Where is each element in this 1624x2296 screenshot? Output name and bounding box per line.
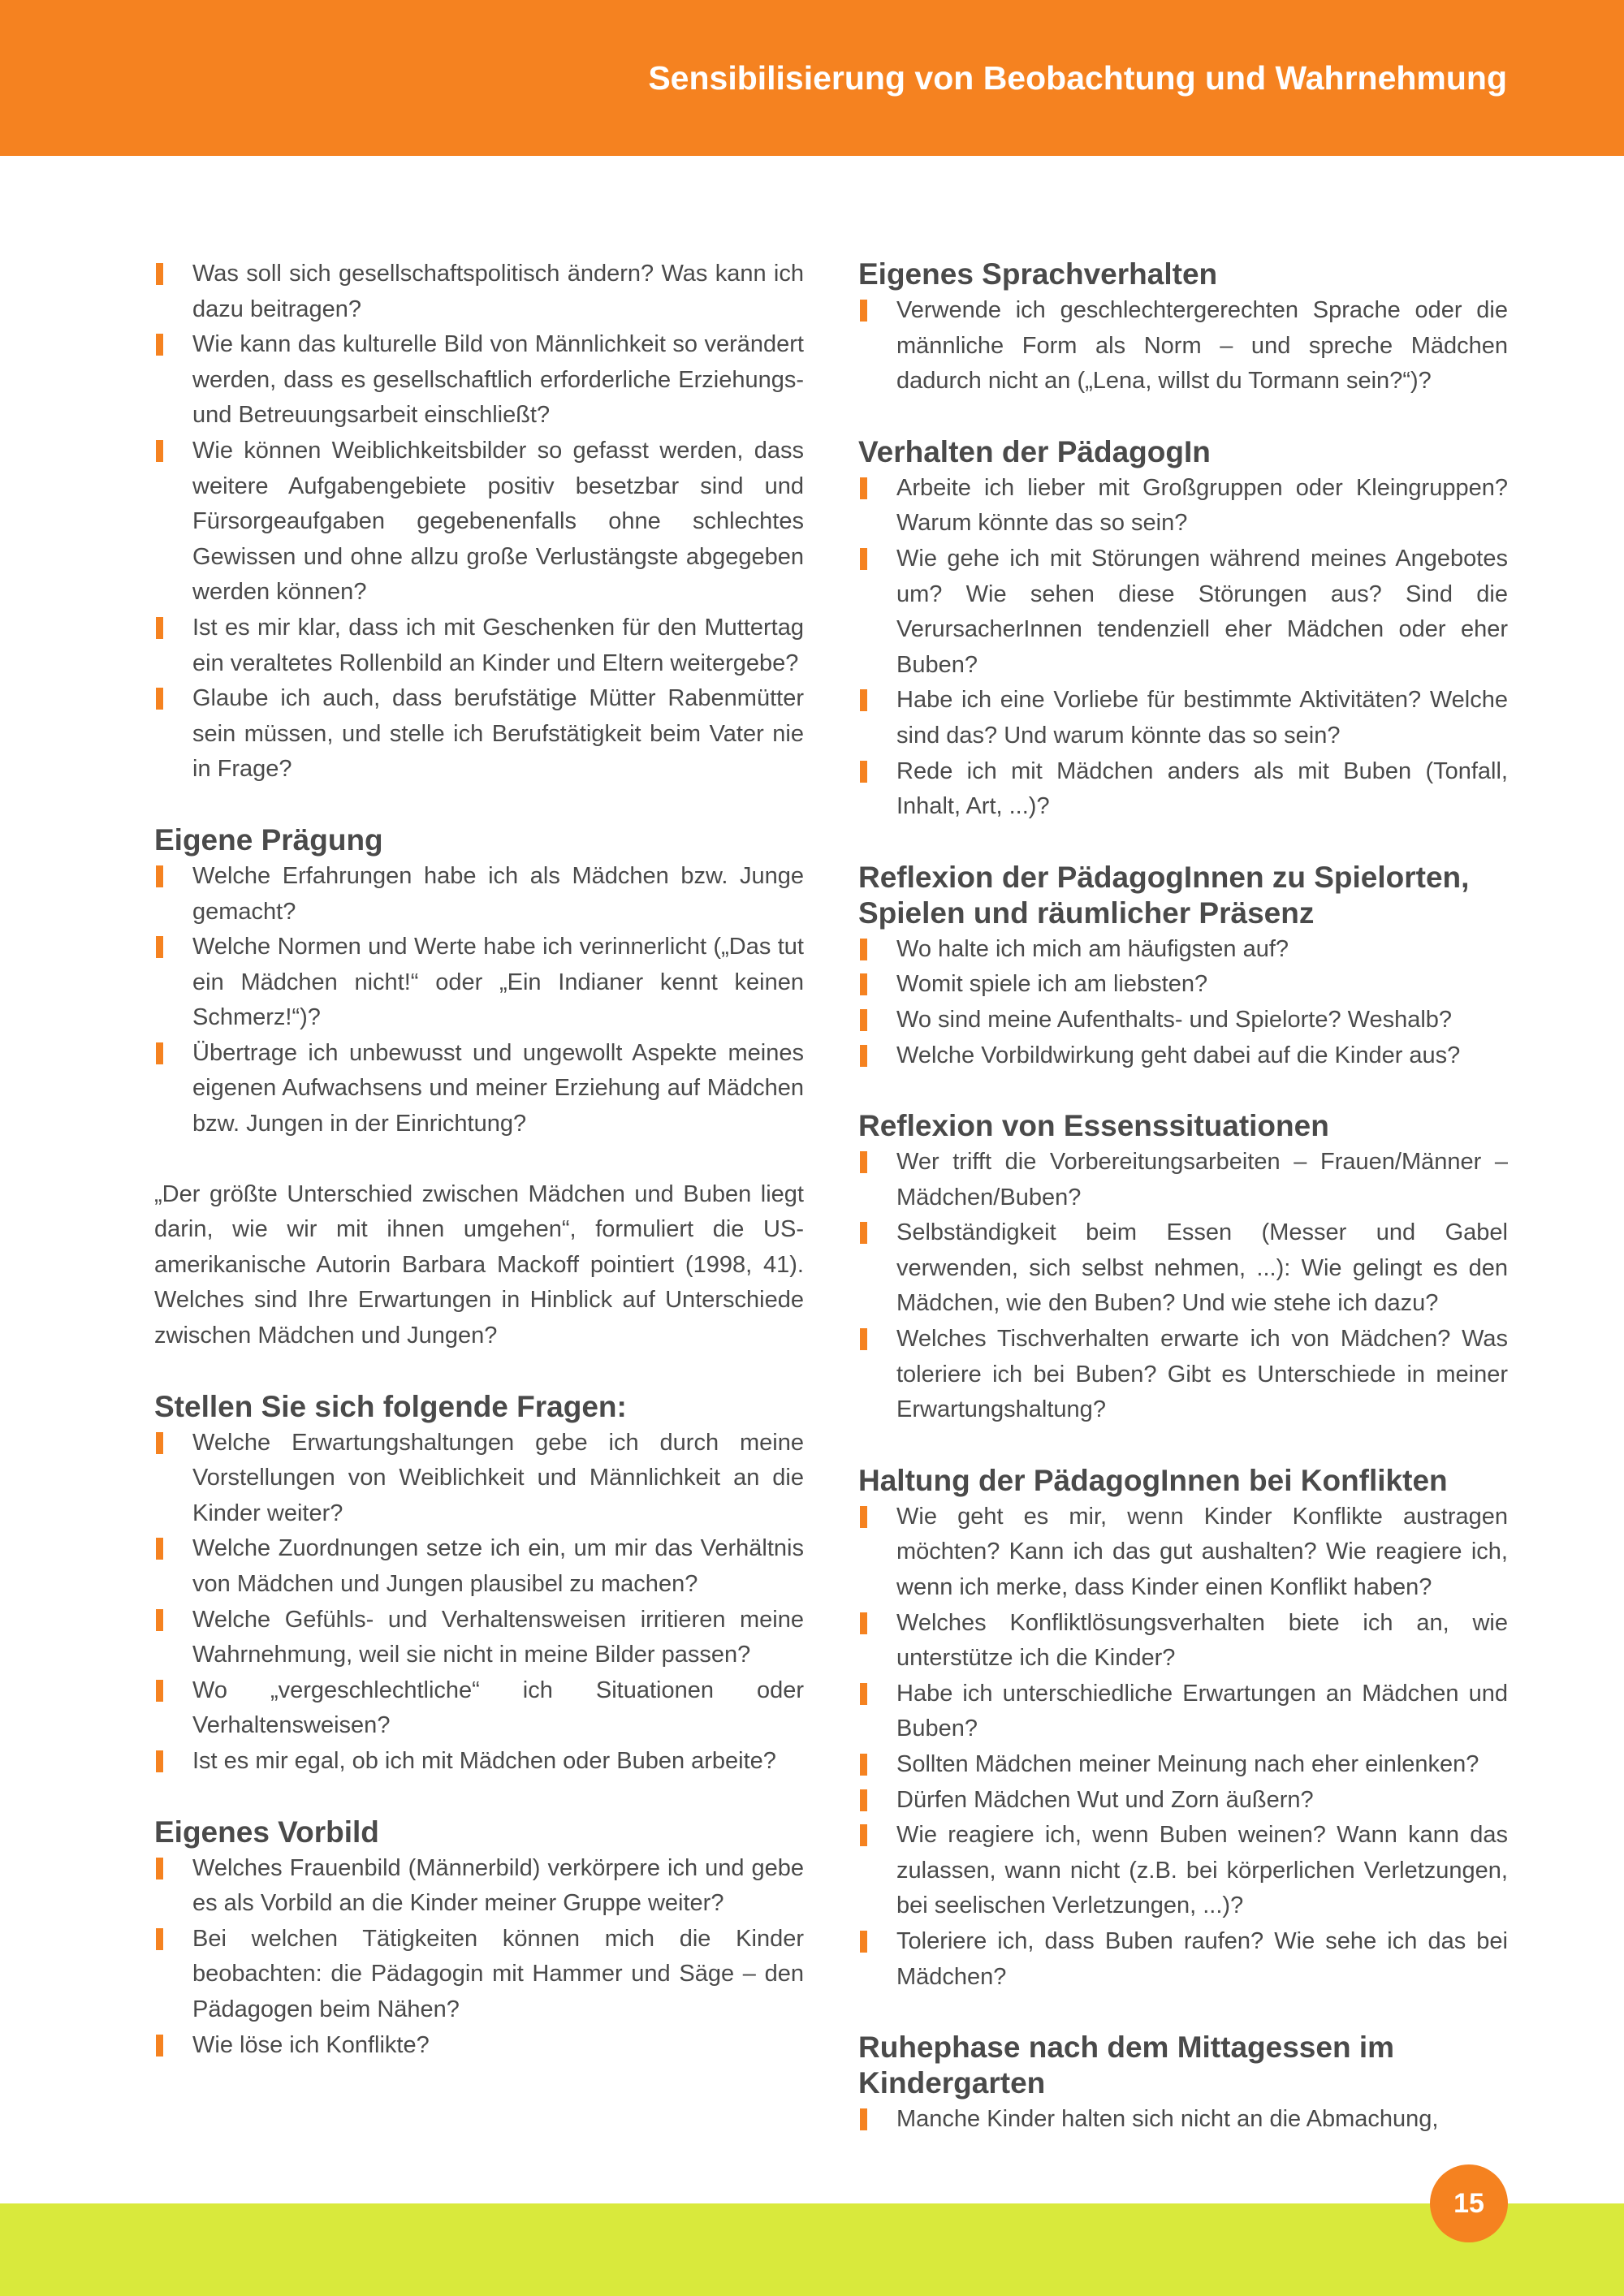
list-item-text: Wo sind meine Aufenthalts- und Spielorte? Weshalb? xyxy=(896,1006,1453,1033)
list-item-text: Ist es mir klar, dass ich mit Geschenken für den Muttertag ein veraltetes Rollenbild an Kinder und Eltern weitergebe? xyxy=(192,614,804,676)
section-heading: Eigenes Sprachverhalten xyxy=(858,257,1218,291)
bullet-marker-icon xyxy=(860,761,867,783)
list-item-text: Bei welchen Tätigkeiten können mich die Kinder beobachten: die Pädagogin mit Hammer und Säge – den Pädagogen beim Nähen? xyxy=(192,1925,804,2022)
bullet-marker-icon xyxy=(860,1045,867,1067)
list-item xyxy=(858,1924,1508,1995)
section-heading: Eigene Prägung xyxy=(154,822,383,857)
list-item-text: Was soll sich gesellschaftspolitisch ändern? Was kann ich dazu beitragen? xyxy=(192,261,804,322)
bullet-marker-icon xyxy=(156,617,163,639)
page-number-badge: 15 xyxy=(1430,2164,1508,2242)
verhalten-list xyxy=(858,471,1508,825)
list-item xyxy=(858,1500,1508,1606)
list-item xyxy=(154,257,804,327)
list-item-text: Verwende ich geschlechtergerechten Sprache oder die männliche Form als Norm – und spreche Mädchen dadurch nicht an („Lena, willst du Tormann sein?“)? xyxy=(896,297,1508,395)
list-item-text: Glaube ich auch, dass berufstätige Mütter Rabenmütter sein müssen, und stelle ich Berufstätigkeit beim Vater nie in Frage? xyxy=(192,685,804,783)
list-item xyxy=(154,611,804,681)
list-item-text: Wo „vergeschlechtliche“ ich Situationen oder Verhaltensweisen? xyxy=(192,1677,804,1739)
footer-bar xyxy=(0,2203,1624,2296)
essen-list xyxy=(858,1145,1508,1428)
list-item-text: Welche Normen und Werte habe ich verinnerlicht („Das tut ein Mädchen nicht!“ oder „Ein Indianer kennt keinen Schmerz!“)? xyxy=(192,934,804,1031)
page-title: Sensibilisierung von Beobachtung und Wahrnehmung xyxy=(648,59,1507,97)
list-item xyxy=(858,542,1508,683)
list-item-text: Rede ich mit Mädchen anders als mit Buben (Tonfall, Inhalt, Art, ...)? xyxy=(896,757,1508,820)
bullet-marker-icon xyxy=(860,973,867,995)
bullet-marker-icon xyxy=(860,1789,867,1811)
vorbild-section xyxy=(154,1815,804,2064)
bullet-marker-icon xyxy=(860,1931,867,1953)
bullet-marker-icon xyxy=(156,1432,163,1454)
list-item-text: Habe ich eine Vorliebe für bestimmte Aktivitäten? Welche sind das? Und warum könnte das so sein? xyxy=(896,687,1508,749)
bullet-marker-icon xyxy=(156,2035,163,2056)
list-item-text: Übertrage ich unbewusst und ungewollt Aspekte meines eigenen Aufwachsens und meiner Erziehung auf Mädchen bzw. Jungen in der Einrichtung? xyxy=(192,1039,804,1137)
list-item xyxy=(858,471,1508,542)
section-heading: Eigenes Vorbild xyxy=(154,1815,379,1849)
bullet-marker-icon xyxy=(156,688,163,710)
verhalten-section xyxy=(858,434,1508,825)
list-item xyxy=(858,683,1508,753)
list-item xyxy=(154,930,804,1036)
list-item-text: Welches Konfliktlösungsverhalten biete ich an, wie unterstütze ich die Kinder? xyxy=(896,1609,1508,1672)
section-heading: Reflexion der PädagogInnen zu Spielorten, Spielen und räumlicher Präsenz xyxy=(858,860,1470,930)
fragen-section xyxy=(154,1389,804,1780)
bullet-marker-icon xyxy=(156,1680,163,1702)
list-item xyxy=(858,1145,1508,1215)
intro-section xyxy=(154,257,804,788)
list-item-text: Wo halte ich mich am häufigsten auf? xyxy=(896,935,1289,962)
spielorte-list xyxy=(858,932,1508,1073)
section-heading: Haltung der PädagogInnen bei Konflikten xyxy=(858,1463,1448,1497)
bullet-marker-icon xyxy=(156,1750,163,1772)
list-item-text: Wie kann das kulturelle Bild von Männlichkeit so verändert werden, dass es gesellschaftlich erforderliche Erziehungs- und Betreuungsarbeit einschließt? xyxy=(192,331,804,429)
list-item xyxy=(154,1922,804,2028)
right-column xyxy=(858,257,1508,2173)
sprachverhalten-list xyxy=(858,293,1508,399)
list-item xyxy=(858,754,1508,825)
bullet-marker-icon xyxy=(156,1042,163,1064)
list-item-text: Arbeite ich lieber mit Großgruppen oder Kleingruppen? Warum könnte das so sein? xyxy=(896,474,1508,537)
bullet-marker-icon xyxy=(156,865,163,887)
list-item xyxy=(154,327,804,434)
list-item xyxy=(154,434,804,611)
list-item-text: Dürfen Mädchen Wut und Zorn äußern? xyxy=(896,1786,1314,1813)
section-heading: Verhalten der PädagogIn xyxy=(858,434,1211,468)
list-item-text: Welche Erwartungshaltungen gebe ich durch meine Vorstellungen von Weiblichkeit und Männlichkeit an die Kinder weiter? xyxy=(192,1429,804,1526)
bullet-marker-icon xyxy=(156,936,163,958)
bullet-marker-icon xyxy=(156,440,163,462)
ruhephase-section xyxy=(858,2030,1508,2138)
list-item xyxy=(858,967,1508,1003)
list-item-text: Welche Vorbildwirkung geht dabei auf die Kinder aus? xyxy=(896,1042,1461,1068)
list-item xyxy=(154,1603,804,1673)
bullet-marker-icon xyxy=(860,1824,867,1846)
section-heading: Stellen Sie sich folgende Fragen: xyxy=(154,1389,627,1423)
section-heading: Reflexion von Essenssituationen xyxy=(858,1109,1329,1143)
list-item-text: Wie gehe ich mit Störungen während meines Angebotes um? Wie sehen diese Störungen aus? Sind die VerursacherInnen tendenziell eher Mädchen oder eher Buben? xyxy=(896,545,1508,678)
list-item-text: Welche Gefühls- und Verhaltensweisen irritieren meine Wahrnehmung, weil sie nicht in meine Bilder passen? xyxy=(192,1606,804,1668)
list-item xyxy=(858,1818,1508,1924)
ruhephase-list xyxy=(858,2102,1508,2138)
list-item-text: Habe ich unterschiedliche Erwartungen an Mädchen und Buben? xyxy=(896,1680,1508,1742)
list-item-text: Womit spiele ich am liebsten? xyxy=(896,971,1208,998)
section-heading: Ruhephase nach dem Mittagessen im Kindergarten xyxy=(858,2031,1395,2100)
list-item xyxy=(154,1036,804,1142)
sprachverhalten-section xyxy=(858,257,1508,399)
praegung-section xyxy=(154,822,804,1142)
bullet-marker-icon xyxy=(860,548,867,570)
fragen-list xyxy=(154,1426,804,1780)
list-item xyxy=(858,1747,1508,1783)
list-item-text: Welches Frauenbild (Männerbild) verkörpere ich und gebe es als Vorbild an die Kinder meiner Gruppe weiter? xyxy=(192,1854,804,1917)
bullet-marker-icon xyxy=(156,1538,163,1560)
bullet-marker-icon xyxy=(860,689,867,711)
bullet-marker-icon xyxy=(156,1858,163,1880)
bullet-marker-icon xyxy=(860,1754,867,1776)
list-item xyxy=(858,293,1508,399)
bullet-marker-icon xyxy=(860,1612,867,1634)
list-item xyxy=(154,1851,804,1922)
list-item xyxy=(154,1744,804,1780)
list-item xyxy=(858,1038,1508,1074)
list-item xyxy=(154,1531,804,1602)
list-item-text: Sollten Mädchen meiner Meinung nach eher einlenken? xyxy=(896,1751,1479,1777)
list-item-text: Selbständigkeit beim Essen (Messer und Gabel verwenden, sich selbst nehmen, ...): Wie gelingt es den Mädchen, wie den Buben? Und wie stehe ich dazu? xyxy=(896,1219,1508,1317)
bullet-marker-icon xyxy=(156,263,163,285)
list-item-text: Wie können Weiblichkeitsbilder so gefasst werden, dass weitere Aufgabengebiete positiv besetzbar sind und Fürsorgeaufgaben gegebenenfalls ohne schlechtes Gewissen und ohne allzu große Verlustängste abgegeben werden können? xyxy=(192,437,804,606)
list-item xyxy=(858,1677,1508,1747)
list-item xyxy=(154,1426,804,1532)
bullet-marker-icon xyxy=(156,334,163,356)
essen-section xyxy=(858,1108,1508,1428)
bullet-marker-icon xyxy=(860,2108,867,2130)
bullet-marker-icon xyxy=(860,1222,867,1244)
list-item xyxy=(858,932,1508,968)
list-item xyxy=(858,1215,1508,1322)
spielorte-section xyxy=(858,860,1508,1073)
bullet-marker-icon xyxy=(860,939,867,960)
intro-list xyxy=(154,257,804,788)
bullet-marker-icon xyxy=(156,1928,163,1950)
list-item-text: Welches Tischverhalten erwarte ich von Mädchen? Was toleriere ich bei Buben? Gibt es Unterschiede in meiner Erwartungshaltung? xyxy=(896,1326,1508,1423)
list-item-text: Welche Zuordnungen setze ich ein, um mir das Verhältnis von Mädchen und Jungen plausibel zu machen? xyxy=(192,1535,804,1597)
bullet-marker-icon xyxy=(860,300,867,322)
list-item-text: Toleriere ich, dass Buben raufen? Wie sehe ich das bei Mädchen? xyxy=(896,1927,1508,1990)
bullet-marker-icon xyxy=(860,477,867,499)
list-item xyxy=(154,681,804,788)
bullet-marker-icon xyxy=(860,1009,867,1031)
praegung-list xyxy=(154,859,804,1142)
quote-paragraph: „Der größte Unterschied zwischen Mädchen und Buben liegt darin, wie wir mit ihnen umgehen“, formuliert die US-amerikanische Autorin Barbara Mackoff pointiert (1998, 41). Welches sind Ihre Erwartungen in Hinblick auf Unterschiede zwischen Mädchen und Jungen? xyxy=(154,1180,804,1349)
list-item-text: Wie reagiere ich, wenn Buben weinen? Wann kann das zulassen, wann nicht (z.B. bei körperlichen Verletzungen, bei seelischen Verletzungen, ...)? xyxy=(896,1822,1508,1919)
list-item-text: Wie geht es mir, wenn Kinder Konflikte austragen möchten? Kann ich das gut aushalten? Wie reagiere ich, wenn ich merke, dass Kinder einen Konflikt haben? xyxy=(896,1503,1508,1601)
list-item xyxy=(858,1783,1508,1819)
list-item xyxy=(154,859,804,930)
list-item-text: Ist es mir egal, ob ich mit Mädchen oder Buben arbeite? xyxy=(192,1747,776,1774)
list-item xyxy=(154,1673,804,1744)
konflikte-list xyxy=(858,1500,1508,1995)
list-item xyxy=(858,2102,1508,2138)
list-item-text: Manche Kinder halten sich nicht an die Abmachung, xyxy=(896,2106,1439,2133)
list-item xyxy=(154,2028,804,2064)
left-column xyxy=(154,257,804,2098)
list-item xyxy=(858,1003,1508,1038)
header-bar xyxy=(0,0,1624,156)
vorbild-list xyxy=(154,1851,804,2064)
bullet-marker-icon xyxy=(860,1683,867,1705)
bullet-marker-icon xyxy=(860,1151,867,1173)
list-item-text: Wer trifft die Vorbereitungsarbeiten – Frauen/Männer – Mädchen/Buben? xyxy=(896,1149,1508,1211)
list-item xyxy=(858,1606,1508,1677)
bullet-marker-icon xyxy=(860,1506,867,1528)
bullet-marker-icon xyxy=(860,1328,867,1350)
konflikte-section xyxy=(858,1463,1508,1995)
list-item-text: Wie löse ich Konflikte? xyxy=(192,2031,430,2058)
bullet-marker-icon xyxy=(156,1609,163,1631)
list-item-text: Welche Erfahrungen habe ich als Mädchen bzw. Junge gemacht? xyxy=(192,862,804,925)
list-item xyxy=(858,1322,1508,1428)
